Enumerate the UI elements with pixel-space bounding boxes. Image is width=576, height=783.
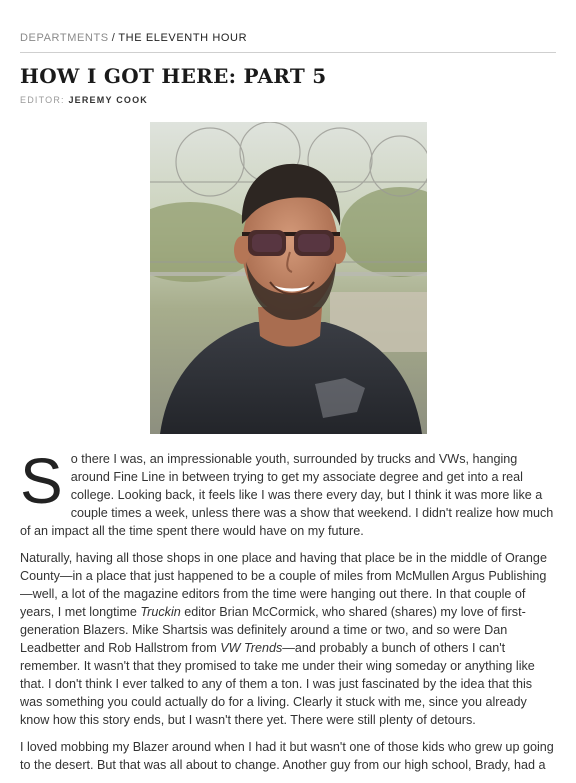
publication-name-vw-trends: VW Trends [220, 641, 283, 655]
byline-label: EDITOR: [20, 95, 65, 105]
article-title: HOW I GOT HERE: PART 5 [20, 64, 327, 88]
paragraph-3: I loved mobbing my Blazer around when I had it but wasn't one of those kids who grew up going to the desert. But that was all about to change. Another guy from our high school, Brady, had a [20, 740, 554, 772]
breadcrumb-departments-link[interactable]: DEPARTMENTS [20, 32, 109, 44]
paragraph-2-text-a: Naturally, having all those shops in one place and having that place be in the middle of Orange County—in a place that just happened to be a couple of miles from McMullen Argus Publishing—well, a lot of the magazine editors from the time were hanging out there. In that couple of years, I met longtime [20, 551, 547, 619]
article-body [20, 445, 556, 783]
breadcrumb-separator: / [111, 32, 116, 44]
header-divider [20, 52, 556, 53]
paragraph-2-text-b: editor Brian McCormick, who shared (shares) my love of first-generation Blazers. Mike Shartsis was definitely around a time or two, and so were Dan Leadbetter and Rob Hallstrom from [20, 605, 526, 655]
byline-author: JEREMY COOK [68, 95, 149, 105]
paragraph-2-text-c: —and probably a bunch of others I can't remember. It wasn't that they promised to take me under their wing someday or anything like that. I don't think I ever talked to any of them a ton. I was just fascinated by the idea that this was something you could actually do for a living. Clearly it stuck with me, since you already know how this story ends, but I wasn't there yet. There were still plenty of detours. [20, 641, 535, 727]
paragraph-1 [20, 445, 556, 540]
breadcrumb [20, 32, 247, 44]
publication-name-truckin: Truckin [140, 605, 181, 619]
paragraph-2 [20, 549, 556, 729]
paragraph-1-text: o there I was, an impressionable youth, surrounded by trucks and VWs, hanging around Fine Line in between trying to get my associate degree and get into a real college. Looking back, it feels like I was there every day, but I think it was more like a couple times a week, unless there was a show that weekend. I didn't realize how much of an impact all the time spent there would have on my future. [20, 452, 554, 538]
author-photo [150, 122, 427, 434]
drop-cap: S [20, 445, 63, 517]
byline [20, 95, 148, 105]
breadcrumb-section-link[interactable]: THE ELEVENTH HOUR [118, 32, 248, 44]
